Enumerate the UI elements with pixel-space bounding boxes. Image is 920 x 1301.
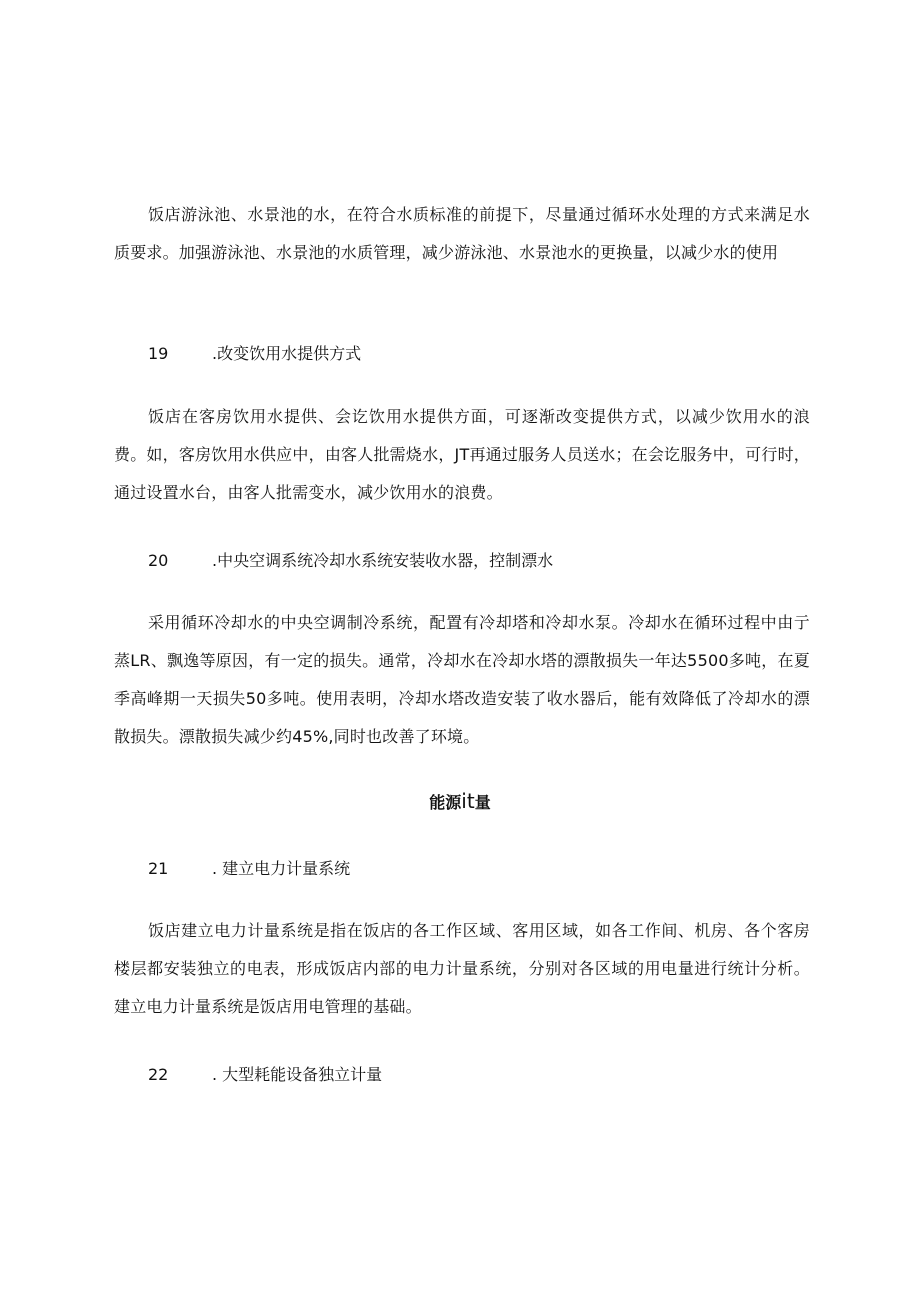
heading-title: .改变饮用水提供方式 [212,344,362,363]
heading-title: . 建立电力计量系统 [212,859,351,878]
paragraph-drinking-water: 饭店在客房饮用水提供、会讫饮用水提供方面，可逐渐改变提供方式，以减少饮用水的浪费。如，客房饮用水供应中，由客人批需烧水，JT再通过服务人员送水；在会讫服务中，可行时，通过设置水台，由客人批需变水，减少饮用水的浪费。 [114,407,810,502]
heading-19 [148,342,361,366]
heading-20 [148,549,553,573]
heading-22 [148,1063,382,1087]
paragraph-power-metering: 饭店建立电力计量系统是指在饭店的各工作区域、客用区域，如各工作间、机房、各个客房楼层都安装独立的电表，形成饭店内部的电力计量系统，分别对各区域的用电量进行统计分析。建立电力计量系统是饭店用电管理的基础。 [114,921,810,1016]
heading-title: .中央空调系统冷却水系统安装收水器，控制漂水 [212,551,554,570]
heading-number: 21 [148,859,169,878]
heading-number: 20 [148,551,169,570]
heading-21 [148,857,350,881]
paragraph-cooling-water: 采用循环冷却水的中央空调制冷系统，配置有冷却塔和冷却水泵。冷却水在循环过程中由亍蒸LR、飘逸等原因，有一定的损失。通常，冷却水在冷却水塔的漂散损失一年达5500多吨，在夏季高峰期一天损失50多吨。使用表明，冷却水塔改造安装了收水器后，能有效降低了冷却水的漂散损失。漂散损失减少约45%,同时也改善了环境。 [114,613,810,746]
paragraph-pool-water: 饭店游泳池、水景池的水，在符合水质标准的前提下，尽量通过循环水处理的方式来满足水质要求。加强游泳池、水景池的水质管理，减少游泳池、水景池水的更换量，以减少水的使用 [114,205,810,262]
section-title-part: 量 [474,793,491,812]
heading-number: 19 [148,344,169,363]
section-title-part: it [461,789,475,813]
section-title-part: 能源 [429,793,462,812]
heading-title: . 大型耗能设备独立计量 [212,1065,383,1084]
section-title-energy-metering [0,787,920,817]
heading-number: 22 [148,1065,169,1084]
